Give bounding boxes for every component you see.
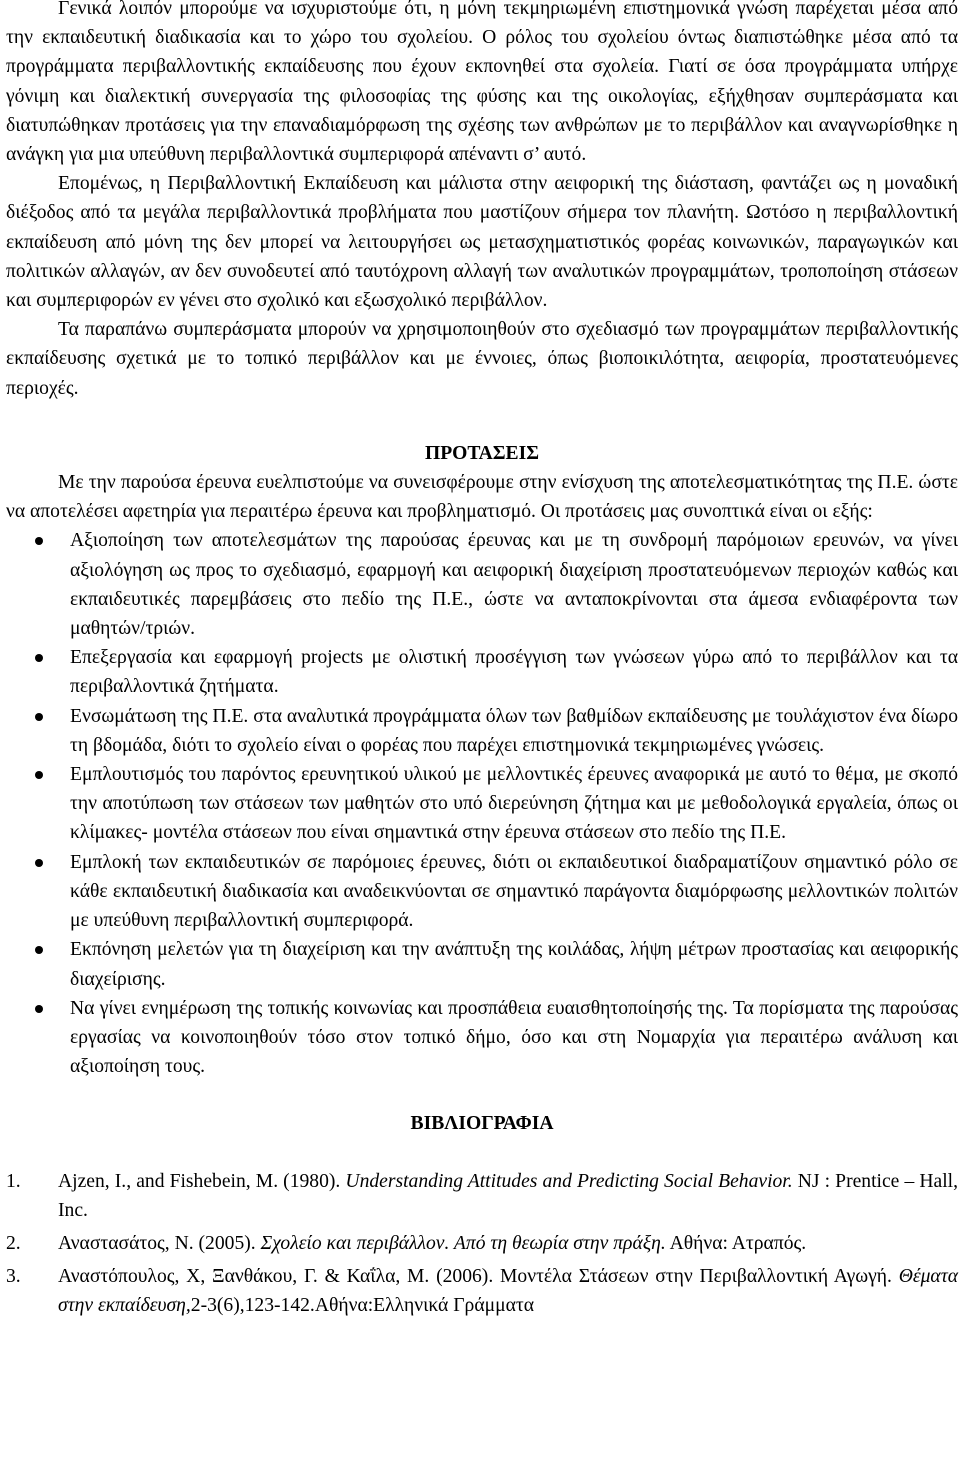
proposal-text: Να γίνει ενημέρωση της τοπικής κοινωνίας και προσπάθεια ευαισθητοποίησής της. Τα πορίσματα της παρούσας εργασίας να κοινοποιηθούν τόσο στον τοπικό δήμο, όσο και στη Νομαρχία για περαιτέρω ανάλυση και αξιοποίηση τους. bbox=[70, 997, 958, 1078]
conclusion-paragraph-3: Τα παραπάνω συμπεράσματα μπορούν να χρησιμοποιηθούν στο σχεδιασμό των προγραμμάτων περιβαλλοντικής εκπαίδευσης σχετικά με το τοπικό περιβάλλον και με έννοιες, όπως βιοποικιλότητα, αειφορία, προστατευόμενες περιοχές. bbox=[6, 319, 958, 399]
proposal-text: Εμπλουτισμός του παρόντος ερευνητικού υλικού με μελλοντικές έρευνες αναφορικά με αυτό το θέμα, με σκοπό την αποτύπωση των στάσεων των μαθητών στο υπό διερεύνηση ζήτημα και με μεθοδολογικά εργαλεία, όπως οι κλίμακες- μοντέλα στάσεων που είναι σημαντικά στην έρευνα στάσεων στο πεδίο της Π.Ε. bbox=[70, 764, 958, 844]
reference-number: 2. bbox=[6, 1232, 21, 1254]
reference-item bbox=[6, 1229, 958, 1258]
proposals-heading: ΠΡΟΤΑΣΕΙΣ bbox=[424, 442, 540, 464]
bibliography-heading: ΒΙΒΛΙΟΓΡΑΦΙΑ bbox=[410, 1113, 554, 1135]
bullet-icon bbox=[35, 1005, 43, 1013]
proposal-item bbox=[6, 526, 958, 643]
proposal-item bbox=[6, 702, 958, 760]
reference-item bbox=[6, 1262, 958, 1320]
proposal-text: Εμπλοκή των εκπαιδευτικών σε παρόμοιες έρευνες, διότι οι εκπαιδευτικοί διαδραματίζουν σημαντικό ρόλο σε κάθε εκπαιδευτική διαδικασία και αναδεικνύονται σε σημαντικό παράγοντα διαμόρφωσης μελλοντικών πολιτών με υπεύθυνη περιβαλλοντική συμπεριφορά. bbox=[70, 851, 958, 932]
proposal-item bbox=[6, 848, 958, 936]
reference-publisher: Αθήνα: Ατραπός. bbox=[665, 1232, 807, 1254]
bullet-icon bbox=[35, 771, 43, 779]
proposal-text: Αξιοποίηση των αποτελεσμάτων της παρούσας έρευνας και με τη συνδρομή παρόμοιων ερευνών, να γίνει αξιολόγηση ως προς το σχεδιασμό, εφαρμογή και αειφορική διαχείριση προστατευόμενων περιοχών καθώς και εκπαιδευτικές παρεμβάσεις στο πεδίο της Π.Ε., ώστε να ανταποκρίνονται στα άμεσα ενδιαφέροντα των μαθητών/τριών. bbox=[70, 530, 958, 640]
conclusion-paragraph-1: Γενικά λοιπόν μπορούμε να ισχυριστούμε ότι, η μόνη τεκμηριωμένη επιστημονικά γνώση παρέχεται μέσα από την εκπαιδευτική διαδικασία και το χώρο του σχολείου. Ο ρόλος του σχολείου όντως διαπιστώθηκε μέσα από τα προγράμματα περιβαλλοντικής εκπαίδευσης που έχουν εκπονηθεί στα σχολεία. Γιατί σε όσα προγράμματα υπήρχε γόνιμη και διαλεκτική συνεργασία της φιλοσοφίας της φύσης και της οικολογίας, εξήχθησαν συμπεράσματα και διατυπώθηκαν προτάσεις για την επαναδιαμόρφωση της σχέσης των ανθρώπων με το περιβάλλον και αναγνωρίσθηκε η ανάγκη για μια υπεύθυνη περιβαλλοντικά συμπεριφορά απέναντι σ’ αυτό. bbox=[6, 0, 958, 166]
reference-publisher: 2-3(6),123-142.Αθήνα:Ελληνικά Γράμματα bbox=[190, 1295, 535, 1317]
proposal-item bbox=[6, 935, 958, 993]
reference-title: Θέματα στην εκπαίδευση, bbox=[58, 1266, 958, 1317]
reference-text: Αναστόπουλος, Χ, Ξανθάκου, Γ. & Καΐλα, Μ. (2006). Μοντέλα Στάσεων στην Περιβαλλοντική Αγωγή. bbox=[58, 1266, 899, 1288]
reference-number: 3. bbox=[6, 1266, 21, 1288]
bullet-icon bbox=[35, 946, 43, 954]
proposals-list bbox=[6, 526, 958, 1081]
reference-number: 1. bbox=[6, 1170, 21, 1192]
reference-publisher: NJ : Prentice – Hall, Inc. bbox=[58, 1170, 958, 1221]
bullet-icon bbox=[35, 654, 43, 662]
bibliography-list bbox=[6, 1167, 958, 1321]
proposal-item bbox=[6, 643, 958, 701]
proposal-item bbox=[6, 760, 958, 848]
reference-text: Ajzen, I., and Fishebein, M. (1980). bbox=[58, 1170, 346, 1192]
bullet-icon bbox=[35, 859, 43, 867]
proposals-intro: Με την παρούσα έρευνα ευελπιστούμε να συνεισφέρουμε στην ενίσχυση της αποτελεσματικότητας της Π.Ε. ώστε να αποτελέσει αφετηρία για περαιτέρω έρευνα και προβληματισμό. Οι προτάσεις μας συνοπτικά είναι οι εξής: bbox=[6, 472, 958, 523]
reference-text: Αναστασάτος, Ν. (2005). bbox=[58, 1232, 261, 1254]
proposal-text: Εκπόνηση μελετών για τη διαχείριση και την ανάπτυξη της κοιλάδας, λήψη μέτρων προστασίας και αειφορικής διαχείρισης. bbox=[70, 939, 958, 990]
reference-item bbox=[6, 1167, 958, 1225]
bullet-icon bbox=[35, 713, 43, 721]
reference-title: Understanding Attitudes and Predicting Social Behavior. bbox=[345, 1170, 793, 1192]
bullet-icon bbox=[35, 537, 43, 545]
proposal-text: Ενσωμάτωση της Π.Ε. στα αναλυτικά προγράμματα όλων των βαθμίδων εκπαίδευσης με τουλάχιστον ένα δίωρο τη βδομάδα, διότι το σχολείο είναι ο φορέας που παρέχει επιστημονικά τεκμηριωμένες γνώσεις. bbox=[70, 705, 958, 756]
proposal-item bbox=[6, 994, 958, 1082]
conclusion-paragraph-2: Επομένως, η Περιβαλλοντική Εκπαίδευση και μάλιστα στην αειφορική της διάσταση, φαντάζει ως η μοναδική διέξοδος από τα μεγάλα περιβαλλοντικά προβλήματα που μαστίζουν σήμερα τον πλανήτη. Ωστόσο η περιβαλλοντική εκπαίδευση από μόνη της δεν μπορεί να λειτουργήσει ως μετασχηματιστικός φορέας κοινωνικών, παραγωγικών και πολιτικών αλλαγών, αν δεν συνοδευτεί από ταυτόχρονη αλλαγή των αναλυτικών προγραμμάτων, τροποποίηση στάσεων και συμπεριφορών εν γένει στο σχολικό και εξωσχολικό περιβάλλον. bbox=[6, 173, 958, 312]
proposal-text: Επεξεργασία και εφαρμογή projects με ολιστική προσέγγιση των γνώσεων γύρω από το περιβάλλον και τα περιβαλλοντικά ζητήματα. bbox=[70, 647, 958, 698]
document-body bbox=[6, 0, 958, 1321]
reference-title: Σχολείο και περιβάλλον. Από τη θεωρία στην πράξη. bbox=[260, 1232, 666, 1254]
